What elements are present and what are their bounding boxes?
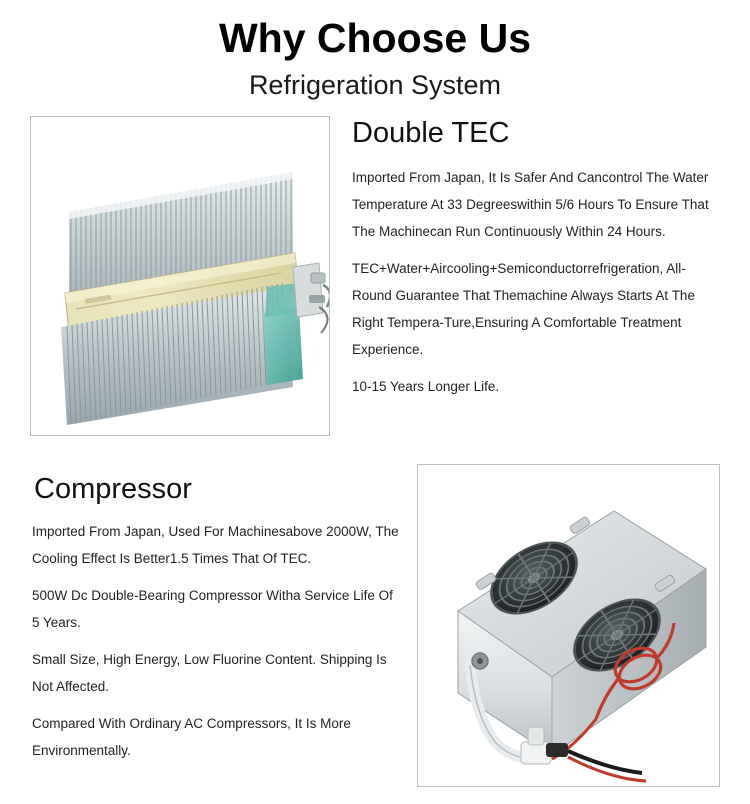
compressor-text-block [32, 472, 404, 774]
compressor-image-frame [417, 464, 720, 787]
page-subtitle: Refrigeration System [248, 70, 502, 100]
compressor-heading: Compressor [34, 473, 192, 505]
double-tec-paragraph-3: 10-15 Years Longer Life. [352, 379, 500, 394]
page-title: Why Choose Us [218, 15, 532, 61]
page-root [0, 12, 750, 795]
section-double-tec [0, 116, 750, 446]
compressor-paragraph-2: 500W Dc Double-Bearing Compressor Witha Service Life Of 5 Years. [32, 588, 393, 630]
double-tec-heading: Double TEC [352, 117, 510, 149]
compressor-paragraph-3: Small Size, High Energy, Low Fluorine Content. Shipping Is Not Affected. [32, 652, 387, 694]
tec-heatsink-illustration [31, 117, 329, 435]
tec-heatsink-photo [31, 117, 329, 435]
section-compressor [0, 464, 750, 804]
double-tec-text-block [352, 116, 720, 410]
tec-heatsink-image-frame [30, 116, 330, 436]
double-tec-paragraph-2: TEC+Water+Aircooling+Semiconductorrefrigeration, All-Round Guarantee That Themachine Always Starts At The Right Tempera-Ture,Ensuring A Comfortable Treatment Experience. [352, 261, 695, 357]
compressor-paragraph-4: Compared With Ordinary AC Compressors, It Is More Environmentally. [32, 716, 351, 758]
compressor-paragraph-1: Imported From Japan, Used For Machinesabove 2000W, The Cooling Effect Is Better1.5 Times That Of TEC. [32, 524, 399, 566]
compressor-fan-unit-photo [418, 465, 719, 786]
double-tec-paragraph-1: Imported From Japan, It Is Safer And Cancontrol The Water Temperature At 33 Degreeswithin 5/6 Hours To Ensure That The Machinecan Run Continuously Within 24 Hours. [352, 170, 709, 239]
compressor-illustration [418, 465, 719, 786]
